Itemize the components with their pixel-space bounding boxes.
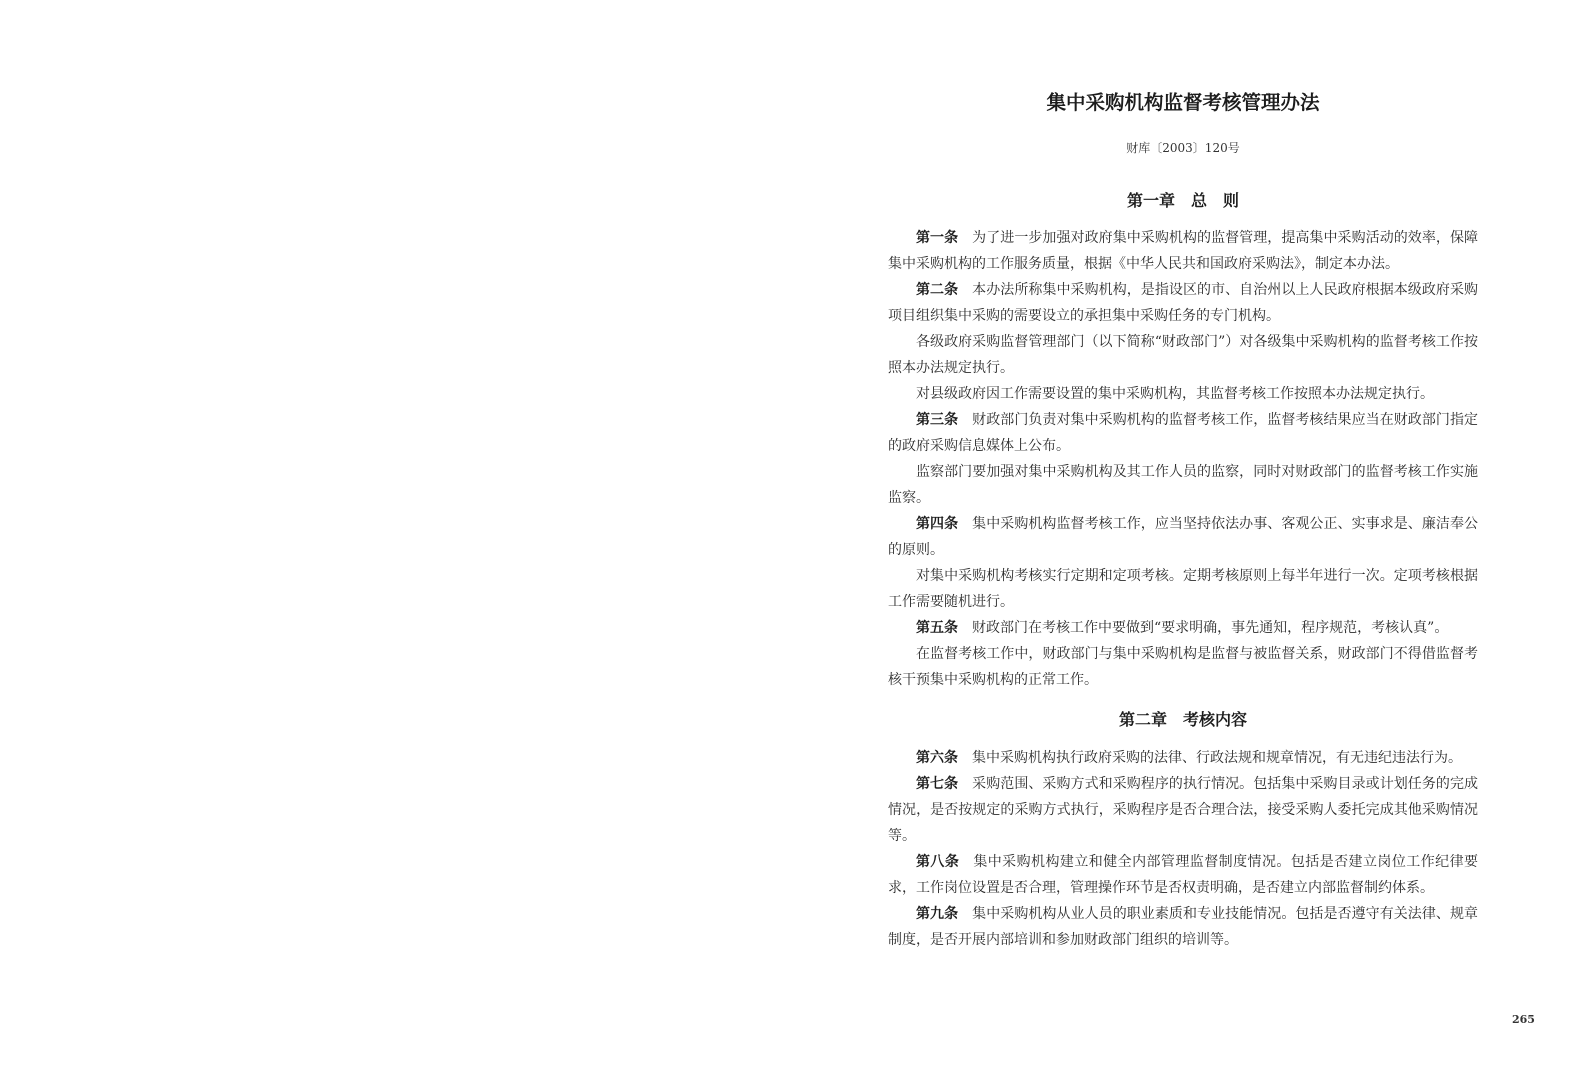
article-label: 第四条	[916, 516, 959, 532]
chapter-heading: 第二章 考核内容	[1118, 710, 1247, 729]
continuation-paragraph	[888, 381, 1478, 407]
article-label: 第六条	[916, 750, 958, 766]
article-label: 第七条	[916, 776, 959, 792]
article-text: 集中采购机构执行政府采购的法律、行政法规和规章情况，有无违纪违法行为。	[972, 750, 1462, 766]
article-text: 本办法所称集中采购机构，是指设区的市、自治州以上人民政府根据本级政府采购项目组织集中采购的需要设立的承担集中采购任务的专门机构。	[888, 282, 1479, 324]
continuation-paragraph	[888, 459, 1478, 511]
article-paragraph	[888, 277, 1478, 329]
chapter-body	[888, 745, 1478, 953]
article-label: 第三条	[916, 412, 959, 428]
article-text: 为了进一步加强对政府集中采购机构的监督管理，提高集中采购活动的效率，保障集中采购机构的工作服务质量，根据《中华人民共和国政府采购法》，制定本办法。	[888, 230, 1479, 272]
article-text: 财政部门负责对集中采购机构的监督考核工作，监督考核结果应当在财政部门指定的政府采购信息媒体上公布。	[888, 412, 1479, 454]
chapter-body	[888, 225, 1478, 693]
article-paragraph	[888, 849, 1478, 901]
article-paragraph	[888, 407, 1478, 459]
article-text: 财政部门在考核工作中要做到“要求明确，事先通知，程序规范，考核认真”。	[972, 620, 1449, 636]
chapter-heading: 第一章 总 则	[1126, 191, 1239, 210]
page-number: 265	[1512, 1013, 1535, 1026]
article-paragraph	[888, 771, 1478, 849]
article-paragraph	[888, 745, 1478, 771]
continuation-paragraph	[888, 329, 1478, 381]
article-text: 集中采购机构从业人员的职业素质和专业技能情况。包括是否遵守有关法律、规章制度，是否开展内部培训和参加财政部门组织的培训等。	[888, 906, 1479, 948]
continuation-paragraph	[888, 563, 1478, 615]
paragraph-text: 监察部门要加强对集中采购机构及其工作人员的监察，同时对财政部门的监督考核工作实施监察。	[888, 464, 1478, 506]
article-label: 第九条	[916, 906, 959, 922]
document-number: 财库〔2003〕120号	[1126, 141, 1240, 155]
paragraph-text: 对集中采购机构考核实行定期和定项考核。定期考核原则上每半年进行一次。定项考核根据工作需要随机进行。	[888, 568, 1478, 610]
paragraph-text: 各级政府采购监督管理部门（以下简称“财政部门”）对各级集中采购机构的监督考核工作按照本办法规定执行。	[888, 334, 1478, 376]
article-text: 采购范围、采购方式和采购程序的执行情况。包括集中采购目录或计划任务的完成情况，是否按规定的采购方式执行，采购程序是否合理合法，接受采购人委托完成其他采购情况等。	[888, 776, 1479, 844]
article-text: 集中采购机构监督考核工作，应当坚持依法办事、客观公正、实事求是、廉洁奉公的原则。	[888, 516, 1479, 558]
paragraph-text: 对县级政府因工作需要设置的集中采购机构，其监督考核工作按照本办法规定执行。	[916, 386, 1434, 402]
article-paragraph	[888, 225, 1478, 277]
article-label: 第一条	[916, 230, 959, 246]
article-paragraph	[888, 615, 1478, 641]
article-label: 第二条	[916, 282, 959, 298]
article-label: 第五条	[916, 620, 958, 636]
article-text: 集中采购机构建立和健全内部管理监督制度情况。包括是否建立岗位工作纪律要求，工作岗位设置是否合理，管理操作环节是否权责明确，是否建立内部监督制约体系。	[888, 854, 1479, 896]
continuation-paragraph	[888, 641, 1478, 693]
article-paragraph	[888, 901, 1478, 953]
article-label: 第八条	[916, 854, 960, 870]
article-paragraph	[888, 511, 1478, 563]
paragraph-text: 在监督考核工作中，财政部门与集中采购机构是监督与被监督关系，财政部门不得借监督考核干预集中采购机构的正常工作。	[888, 646, 1478, 688]
document-title: 集中采购机构监督考核管理办法	[1046, 91, 1320, 114]
